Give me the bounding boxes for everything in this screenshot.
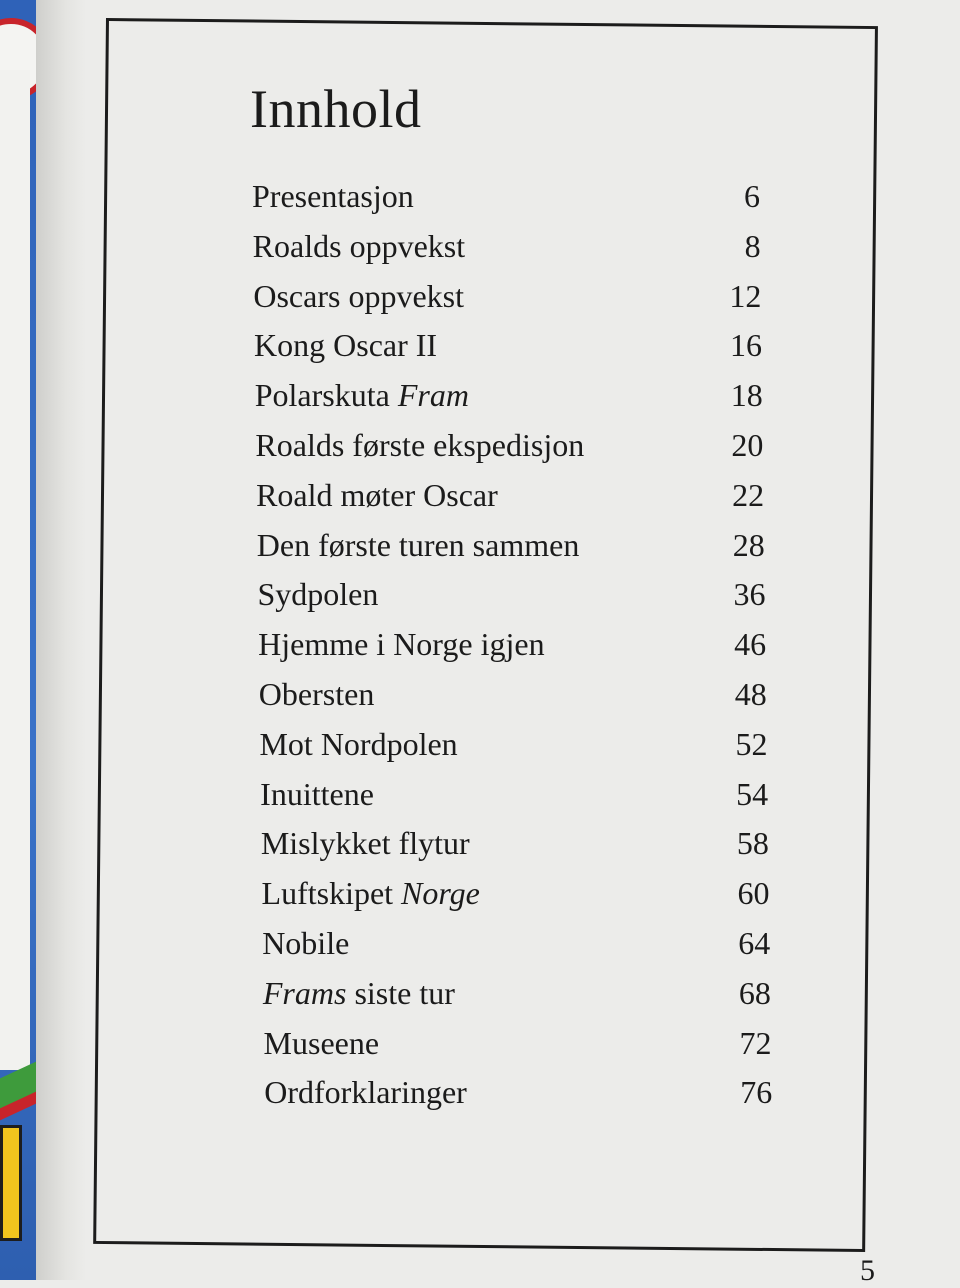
toc-entry-title-text: Museene [263, 1024, 380, 1061]
toc-entry-title [262, 875, 480, 912]
toc-entry [253, 228, 761, 274]
toc-entry-title-text: Presentasjon [252, 178, 414, 214]
toc-entry-title-text: Mot Nordpolen [259, 725, 458, 762]
toc-entry-page: 16 [730, 327, 763, 364]
toc-entry-title-text: Roalds første ekspedisjon [255, 427, 585, 463]
toc-entry-title-text: Polarskuta [254, 377, 398, 414]
toc-entry-page: 48 [734, 676, 767, 712]
toc-entry-title [257, 527, 580, 564]
toc-entry-title [262, 925, 349, 962]
toc-entry-page: 54 [736, 775, 769, 812]
toc-entry [263, 975, 771, 1021]
toc-entry-page: 68 [738, 974, 771, 1011]
toc-entry-title-text: Obersten [258, 676, 375, 712]
toc-entry [257, 527, 765, 573]
toc-entry-title-text: Luftskipet [261, 875, 402, 912]
toc-entry-page: 6 [744, 178, 760, 214]
toc-entry [261, 825, 769, 871]
toc-entry-page: 12 [729, 277, 762, 314]
toc-entry-title-italic: Fram [397, 377, 469, 414]
toc-entry-title [254, 327, 437, 364]
toc-entry-page: 76 [740, 1074, 773, 1111]
toc-entry-page: 58 [736, 825, 769, 862]
toc-entry [255, 377, 763, 423]
toc-entry-page: 20 [731, 427, 764, 463]
toc-entry-title-text: Oscars oppvekst [253, 277, 464, 314]
toc-entry-title [258, 626, 544, 663]
toc-entry-title-text: Roald møter Oscar [256, 476, 498, 513]
toc-entry-page: 46 [734, 626, 767, 663]
toc-entry-title-text: siste tur [346, 974, 455, 1011]
toc-entry [262, 875, 770, 921]
toc-entry-page: 36 [733, 576, 766, 613]
toc-entry-title-text: Nobile [262, 925, 350, 961]
toc-entry [260, 776, 768, 822]
toc-entry-title [261, 825, 470, 862]
toc-entry [253, 278, 761, 324]
toc-entry [259, 676, 767, 722]
toc-entry-title [255, 427, 584, 464]
toc-entry-title [256, 477, 498, 514]
toc-entry-title-text: Inuittene [260, 775, 374, 812]
toc-entry [262, 925, 770, 971]
toc-entry-page: 52 [735, 725, 768, 762]
toc-entry-page: 8 [744, 227, 761, 264]
toc-entry [264, 1025, 772, 1071]
toc-entry-title-italic: Frams [262, 974, 347, 1011]
toc-entry-page: 28 [732, 526, 765, 563]
toc-entry-page: 72 [739, 1024, 772, 1061]
toc-entry-page: 22 [732, 476, 765, 513]
toc-entry-title [260, 776, 374, 813]
toc-entry-title [264, 1025, 380, 1062]
toc-entry-title [253, 278, 464, 315]
toc-entry-page: 60 [737, 875, 770, 912]
toc-entry [256, 477, 764, 523]
toc-entry-title-text: Kong Oscar II [254, 327, 438, 364]
toc-entry-title-text: Ordforklaringer [264, 1074, 467, 1111]
toc-entry-title-text: Den første turen sammen [256, 526, 580, 563]
toc-entry-page: 64 [738, 925, 771, 961]
toc-entry [254, 327, 762, 373]
toc-entry-title [259, 676, 375, 713]
toc-entry [258, 626, 766, 672]
toc-entry-title-text: Sydpolen [257, 576, 379, 613]
toc-entry-title [264, 1074, 467, 1111]
page-title: Innhold [250, 79, 422, 139]
toc-entry-title-italic: Norge [401, 875, 480, 912]
toc-entry [255, 427, 763, 473]
toc-entry-title [259, 726, 457, 763]
toc-entry-title-text: Roalds oppvekst [252, 227, 466, 264]
toc-entry-page: 18 [730, 377, 763, 414]
toc-entry-title [252, 178, 414, 215]
toc-entry-title-text: Mislykket flytur [260, 825, 470, 862]
toc-entry-title-text: Hjemme i Norge igjen [258, 626, 545, 663]
toc-entry-title [255, 377, 469, 414]
page-number: 5 [860, 1254, 875, 1287]
toc-entry [264, 1074, 772, 1120]
toc-entry-title [263, 975, 455, 1012]
toc-entry [252, 178, 760, 224]
toc-entry [259, 726, 767, 772]
toc-entry [257, 576, 765, 622]
toc-entry-title [253, 228, 465, 265]
toc-entry-title [257, 576, 378, 613]
